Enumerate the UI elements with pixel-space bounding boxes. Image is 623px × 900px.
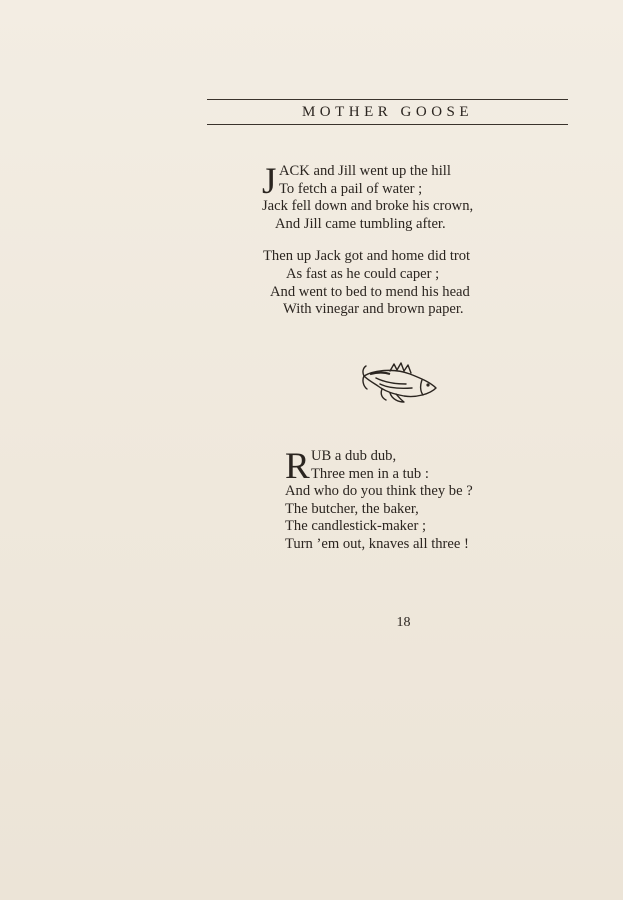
- poem-rub-a-dub: [285, 448, 473, 554]
- drop-cap: R: [285, 446, 310, 487]
- poem-line: Three men in a tub :: [311, 465, 429, 482]
- poem-line: The candlestick-maker ;: [285, 518, 427, 535]
- poem-line: And who do you think they be ?: [285, 483, 473, 500]
- poem-jack-and-jill: [262, 163, 473, 319]
- poem-line: And went to bed to mend his head: [270, 283, 470, 300]
- header-rule-bottom: [207, 124, 568, 125]
- poem-line: UB a dub dub,: [311, 448, 397, 464]
- poem-line: Jack fell down and broke his crown,: [262, 198, 474, 215]
- poem-line: With vinegar and brown paper.: [283, 301, 464, 318]
- poem-line: And Jill came tumbling after.: [275, 215, 446, 232]
- poem-line: As fast as he could caper ;: [286, 265, 440, 282]
- fish-icon: [360, 362, 440, 404]
- poem-line: The butcher, the baker,: [285, 500, 419, 517]
- drop-cap: J: [262, 161, 277, 202]
- poem-line: To fetch a pail of water ;: [279, 180, 423, 197]
- header-title: MOTHER GOOSE: [301, 104, 474, 120]
- poem-line: Turn ’em out, knaves all three !: [285, 535, 469, 552]
- page-number: 18: [396, 615, 411, 630]
- poem-line: ACK and Jill went up the hill: [279, 163, 451, 179]
- header-rule-top: [207, 99, 568, 100]
- running-header: [207, 99, 568, 127]
- poem-line: Then up Jack got and home did trot: [263, 248, 471, 265]
- stanza-gap: [262, 233, 473, 248]
